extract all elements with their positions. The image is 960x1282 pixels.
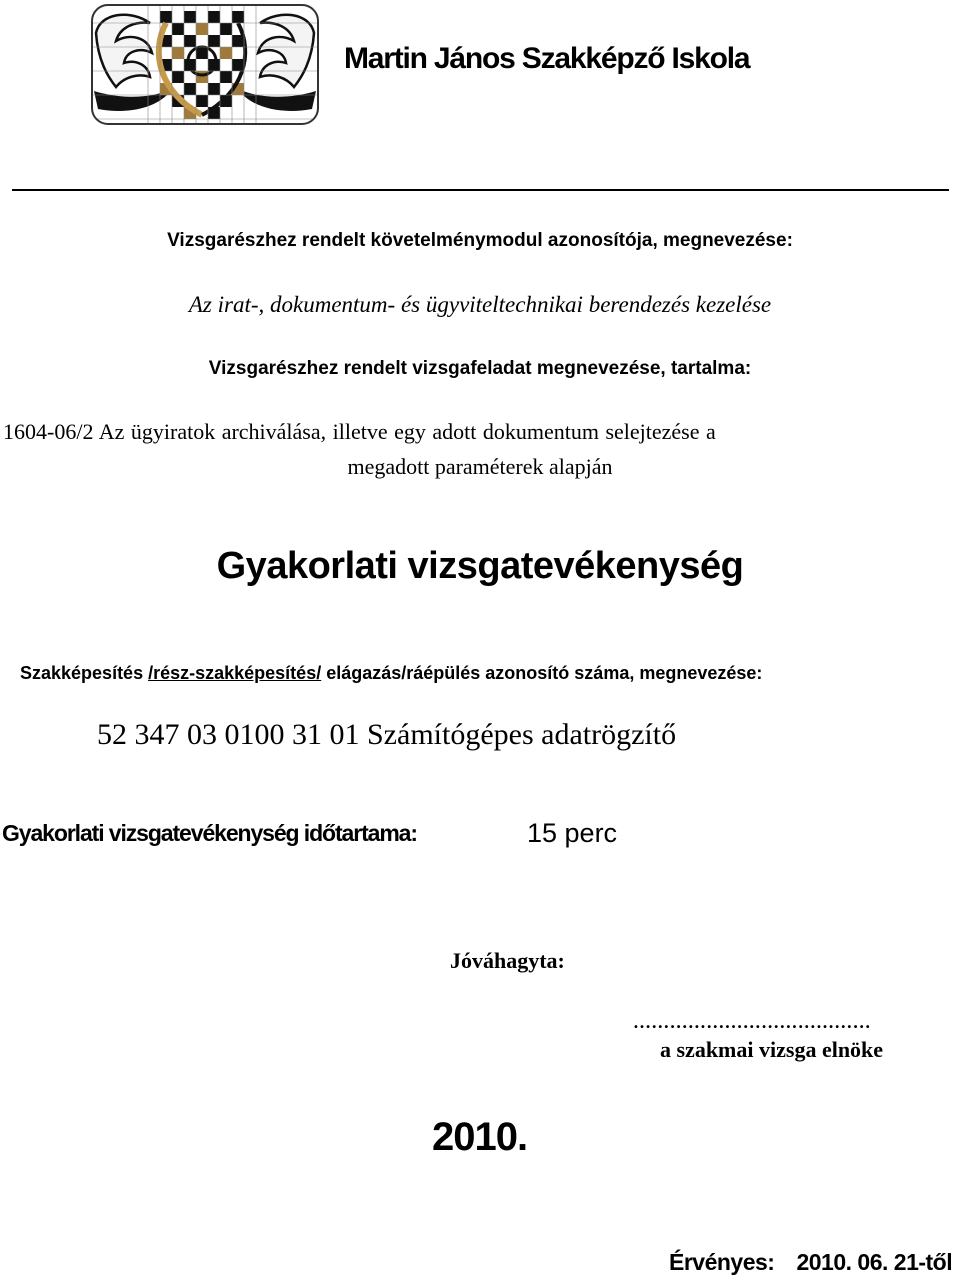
qualification-label <box>20 663 762 684</box>
module-name: Az irat-, dokumentum- és ügyviteltechnikai berendezés kezelése <box>188 292 772 317</box>
duration-label: Gyakorlati vizsgatevékenység időtartama: <box>2 820 417 846</box>
qualification-label-part3: elágazás/ráépülés azonosító száma, megnevezése: <box>321 663 763 683</box>
module-label: Vizsgarészhez rendelt követelménymodul azonosítója, megnevezése: <box>167 230 793 251</box>
signatory-role: a szakmai vizsga elnöke <box>660 1037 884 1062</box>
validity-date: 2010. 06. 21-től <box>796 1249 953 1275</box>
task-description-line1: 1604-06/2 Az ügyiratok archiválása, illetve egy adott dokumentum selejtezése a <box>3 419 716 444</box>
qualification-label-underlined: /rész-szakképesítés/ <box>148 663 322 683</box>
header-divider <box>12 189 949 191</box>
duration-value: 15 perc <box>527 818 618 848</box>
validity-line <box>669 1249 952 1276</box>
exam-title: Gyakorlati vizsgatevékenység <box>216 545 744 587</box>
school-logo <box>90 3 320 126</box>
qualification-label-part1: Szakképesítés <box>20 663 149 683</box>
signature-line: ………………………………… <box>633 1012 871 1032</box>
validity-label: Érvényes: <box>669 1249 775 1275</box>
task-label: Vizsgarészhez rendelt vizsgafeladat megnevezése, tartalma: <box>208 358 752 379</box>
task-description-line2: megadott paraméterek alapján <box>347 454 613 479</box>
approval-label: Jóváhagyta: <box>450 948 565 973</box>
school-name: Martin János Szakképző Iskola <box>344 42 750 75</box>
document-year: 2010. <box>432 1115 528 1159</box>
qualification-value: 52 347 03 0100 31 01 Számítógépes adatrögzítő <box>97 718 677 751</box>
